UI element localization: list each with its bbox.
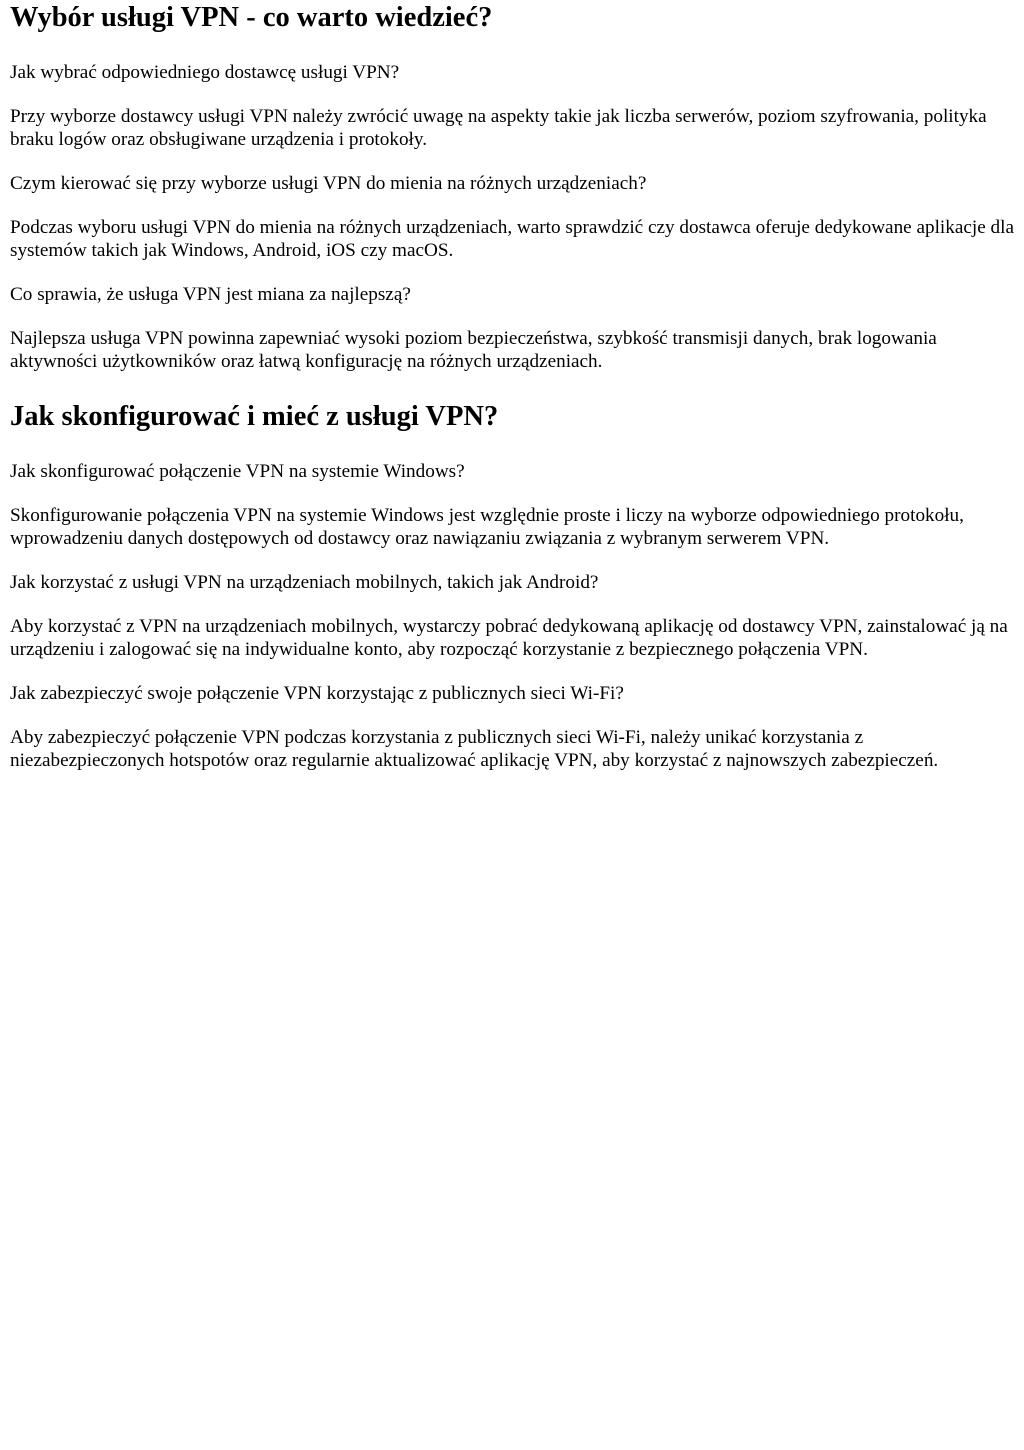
faq-question: Jak zabezpieczyć swoje połączenie VPN korzystając z publicznych sieci Wi-Fi?: [10, 683, 624, 704]
faq-answer: Aby zabezpieczyć połączenie VPN podczas korzystania z publicznych sieci Wi-Fi, należy unikać korzystania z niezabezpieczonych hotspotów oraz regularnie aktualizować aplikację VPN, aby korzystać z najnowszych zabezpieczeń.: [10, 727, 939, 771]
faq-question: Co sprawia, że usługa VPN jest miana za najlepszą?: [10, 284, 411, 305]
faq-answer: Najlepsza usługa VPN powinna zapewniać wysoki poziom bezpieczeństwa, szybkość transmisji danych, brak logowania aktywności użytkowników oraz łatwą konfigurację na różnych urządzeniach.: [10, 328, 937, 372]
faq-answer: Aby korzystać z VPN na urządzeniach mobilnych, wystarczy pobrać dedykowaną aplikację od dostawcy VPN, zainstalować ją na urządzeniu i zalogować się na indywidualne konto, aby rozpocząć korzystanie z bezpiecznego połączenia VPN.: [10, 616, 1008, 660]
faq-answer: Skonfigurowanie połączenia VPN na systemie Windows jest względnie proste i liczy na wyborze odpowiedniego protokołu, wprowadzeniu danych dostępowych od dostawcy oraz nawiązaniu związania z wybranym serwerem VPN.: [10, 505, 964, 549]
document-page: [0, 1, 1024, 772]
section-vpn-setup: [10, 400, 1016, 772]
section-vpn-choice: [10, 1, 1016, 373]
faq-question: Czym kierować się przy wyborze usługi VPN do mienia na różnych urządzeniach?: [10, 173, 647, 194]
section-heading: Jak skonfigurować i mieć z usługi VPN?: [10, 401, 499, 432]
faq-answer: Podczas wyboru usługi VPN do mienia na różnych urządzeniach, warto sprawdzić czy dostawca oferuje dedykowane aplikacje dla systemów takich jak Windows, Android, iOS czy macOS.: [10, 217, 1014, 261]
faq-question: Jak skonfigurować połączenie VPN na systemie Windows?: [10, 461, 465, 482]
faq-question: Jak korzystać z usługi VPN na urządzeniach mobilnych, takich jak Android?: [10, 572, 599, 593]
section-heading: Wybór usługi VPN - co warto wiedzieć?: [10, 2, 493, 33]
faq-answer: Przy wyborze dostawcy usługi VPN należy zwrócić uwagę na aspekty takie jak liczba serwerów, poziom szyfrowania, polityka braku logów oraz obsługiwane urządzenia i protokoły.: [10, 106, 987, 150]
faq-question: Jak wybrać odpowiedniego dostawcę usługi VPN?: [10, 62, 400, 83]
